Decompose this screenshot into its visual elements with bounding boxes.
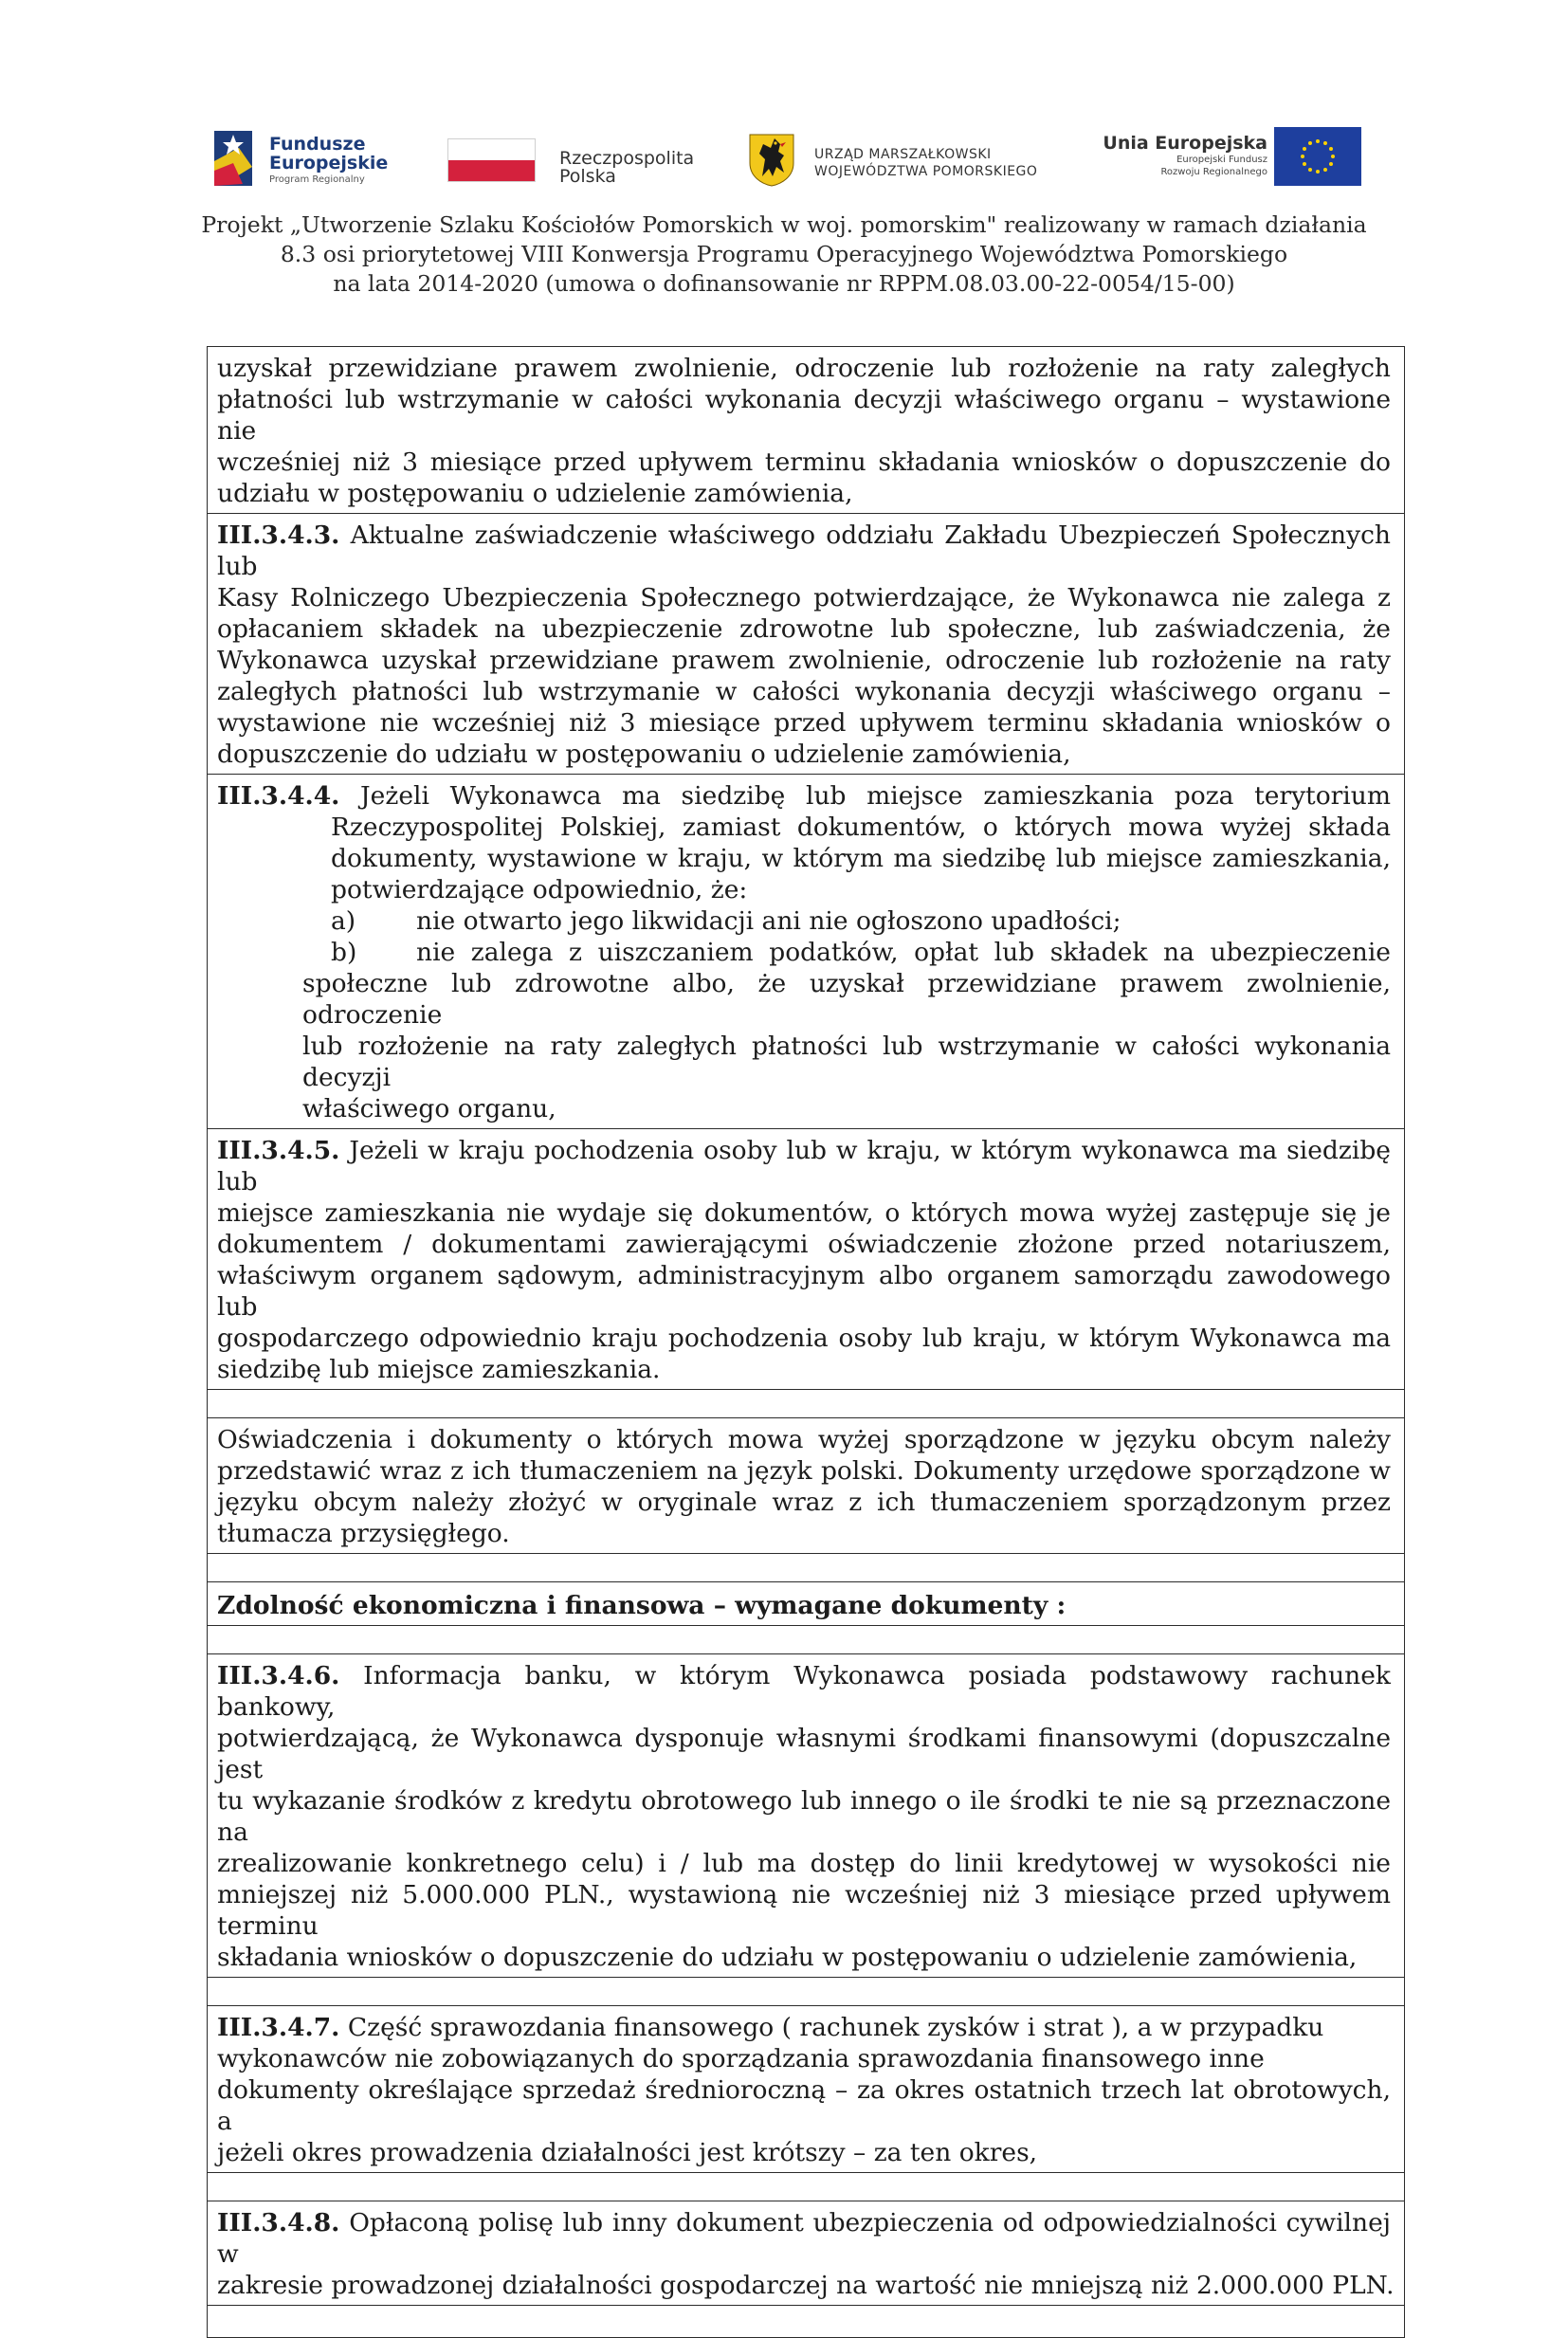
rzeczpospolita-polska-logo bbox=[447, 121, 751, 197]
fe-line1: Fundusze bbox=[269, 134, 366, 155]
text-line: uzyskał przewidziane prawem zwolnienie, odroczenie lub rozłożenie na raty zaległych bbox=[217, 354, 1391, 383]
text-line: Jeżeli Wykonawca ma siedzibę lub miejsce zamieszkania poza terytorium bbox=[360, 781, 1391, 811]
text-line: mniejszej niż 5.000.000 PLN., wystawioną nie wcześniej niż 3 miesiące przed upływem terminu bbox=[217, 1880, 1391, 1941]
table-row-iii-3-4-3 bbox=[208, 513, 1404, 774]
project-line-1: Projekt „Utworzenie Szlaku Kościołów Pomorskich w woj. pomorskim" realizowany w ramach działania bbox=[201, 211, 1367, 238]
text-line: Jeżeli w kraju pochodzenia osoby lub w kraju, w którym wykonawca ma siedzibę lub bbox=[217, 1136, 1391, 1196]
text-line: społeczne lub zdrowotne albo, że uzyskał przewidziane prawem zwolnienie, odroczenie bbox=[302, 969, 1391, 1030]
unia-europejska-logo bbox=[1092, 121, 1369, 197]
text-line: wcześniej niż 3 miesiące przed upływem terminu składania wniosków o dopuszczenie do bbox=[217, 448, 1391, 477]
ue-line2: Europejski Fundusz bbox=[1176, 155, 1267, 165]
table-row-iii-3-4-6 bbox=[208, 1653, 1404, 1977]
text-line: składania wniosków o dopuszczenie do udziału w postępowaniu o udzielenie zamówienia, bbox=[217, 1943, 1358, 1972]
table-row-empty bbox=[208, 1977, 1404, 2005]
text-line: Część sprawozdania finansowego ( rachunek zysków i strat ), a w przypadku bbox=[347, 2013, 1324, 2042]
text-line: Rzeczypospolitej Polskiej, zamiast dokumentów, o których mowa wyżej składa bbox=[331, 813, 1391, 842]
table-row-iii-3-4-7 bbox=[208, 2005, 1404, 2172]
section-heading-row bbox=[208, 1581, 1404, 1625]
text-line: potwierdzającą, że Wykonawca dysponuje własnymi środkami finansowymi (dopuszczalne jest bbox=[217, 1724, 1391, 1784]
text-line: gospodarczego odpowiednio kraju pochodzenia osoby lub kraju, w którym Wykonawca ma bbox=[217, 1324, 1391, 1353]
list-item-b bbox=[217, 937, 1391, 968]
text-line: dopuszczenie do udziału w postępowaniu o udzielenie zamówienia, bbox=[217, 740, 1071, 769]
text-line: Informacja banku, w którym Wykonawca posiada podstawowy rachunek bankowy, bbox=[217, 1661, 1391, 1722]
polish-flag-icon bbox=[447, 138, 536, 182]
text-line: Aktualne zaświadczenie właściwego oddziału Zakładu Ubezpieczeń Społecznych lub bbox=[217, 521, 1391, 581]
project-line-2: 8.3 osi priorytetowej VIII Konwersja Programu Operacyjnego Województwa Pomorskiego bbox=[280, 241, 1288, 267]
eu-flag-icon bbox=[1274, 127, 1361, 186]
project-description bbox=[190, 210, 1378, 299]
item-number: III.3.4.4. bbox=[217, 781, 340, 811]
requirements-table bbox=[207, 346, 1405, 2338]
text-line: udziału w postępowaniu o udzielenie zamówienia, bbox=[217, 479, 853, 508]
list-item-a bbox=[217, 905, 1391, 937]
item-number: III.3.4.8. bbox=[217, 2208, 340, 2238]
rp-line2: Polska bbox=[559, 166, 616, 187]
text-line: wystawione nie wcześniej niż 3 miesiące przed upływem terminu składania wniosków o bbox=[217, 708, 1391, 738]
um-line1: URZĄD MARSZAŁKOWSKI bbox=[814, 147, 992, 162]
um-line2: WOJEWÓDZTWA POMORSKIEGO bbox=[814, 164, 1038, 179]
text-line: potwierdzające odpowiednio, że: bbox=[331, 875, 748, 904]
table-row-continuation bbox=[208, 347, 1404, 513]
text-line: języku obcym należy złożyć w oryginale wraz z ich tłumaczeniem sporządzonym przez bbox=[217, 1488, 1391, 1517]
ue-line3: Rozwoju Regionalnego bbox=[1160, 167, 1267, 177]
text-line: miejsce zamieszkania nie wydaje się dokumentów, o których mowa wyżej zastępuje się je bbox=[217, 1198, 1391, 1228]
text-line: wykonawców nie zobowiązanych do sporządzania sprawozdania finansowego inne bbox=[217, 2044, 1265, 2073]
text-line: właściwym organem sądowym, administracyjnym albo organem samorządu zawodowego lub bbox=[217, 1261, 1391, 1322]
ue-line1: Unia Europejska bbox=[1103, 133, 1267, 154]
table-row-empty bbox=[208, 1625, 1404, 1653]
fundusze-europejskie-icon bbox=[210, 129, 258, 190]
text-line: tłumacza przysięgłego. bbox=[217, 1519, 510, 1548]
text-line: jeżeli okres prowadzenia działalności jest krótszy – za ten okres, bbox=[217, 2138, 1038, 2167]
text-line: opłacaniem składek na ubezpieczenie zdrowotne lub społeczne, lub zaświadczenia, że bbox=[217, 614, 1391, 644]
text-line: dokumenty, wystawione w kraju, w którym ma siedzibę lub miejsce zamieszkania, bbox=[331, 844, 1391, 873]
table-row-iii-3-4-5 bbox=[208, 1128, 1404, 1389]
text-line: Oświadczenia i dokumenty o których mowa wyżej sporządzone w języku obcym należy bbox=[217, 1425, 1391, 1454]
text-line: zakresie prowadzonej działalności gospodarczej na wartość nie mniejszą niż 2.000.000 PLN. bbox=[217, 2271, 1395, 2300]
text-line: właściwego organu, bbox=[302, 1094, 556, 1123]
item-number: III.3.4.3. bbox=[217, 521, 340, 550]
fe-line2: Europejskie bbox=[269, 153, 389, 174]
text-line: przedstawić wraz z ich tłumaczeniem na język polski. Dokumenty urzędowe sporządzone w bbox=[217, 1456, 1391, 1486]
table-row-translations bbox=[208, 1417, 1404, 1553]
list-text: nie zalega z uiszczaniem podatków, opłat lub składek na ubezpieczenie bbox=[416, 938, 1391, 967]
pomorskie-griffin-crest-icon bbox=[746, 131, 797, 188]
item-number: III.3.4.5. bbox=[217, 1136, 340, 1165]
project-line-3: na lata 2014-2020 (umowa o dofinansowanie nr RPPM.08.03.00-22-0054/15-00) bbox=[333, 270, 1235, 297]
table-row-empty bbox=[208, 2172, 1404, 2201]
fe-line3: Program Regionalny bbox=[269, 174, 365, 185]
table-row-empty bbox=[208, 1553, 1404, 1581]
section-heading: Zdolność ekonomiczna i finansowa – wymagane dokumenty : bbox=[217, 1591, 1067, 1620]
table-row-iii-3-4-8 bbox=[208, 2201, 1404, 2305]
item-number: III.3.4.7. bbox=[217, 2013, 340, 2042]
text-line: Wykonawca uzyskał przewidziane prawem zwolnienie, odroczenie lub rozłożenie na raty bbox=[217, 646, 1391, 675]
urzad-marszalkowski-logo bbox=[746, 121, 1078, 197]
item-number: III.3.4.6. bbox=[217, 1661, 340, 1690]
table-row-empty bbox=[208, 2305, 1404, 2337]
table-row-empty bbox=[208, 1389, 1404, 1417]
table-row-iii-3-4-4 bbox=[208, 774, 1404, 1128]
text-line: płatności lub wstrzymanie w całości wykonania decyzji właściwego organu – wystawione nie bbox=[217, 385, 1391, 446]
text-line: Kasy Rolniczego Ubezpieczenia Społecznego potwierdzające, że Wykonawca nie zalega z bbox=[217, 583, 1391, 612]
list-label: a) bbox=[331, 906, 356, 936]
text-line: zaległych płatności lub wstrzymanie w całości wykonania decyzji właściwego organu – bbox=[217, 677, 1391, 706]
list-text: nie otwarto jego likwidacji ani nie ogłoszono upadłości; bbox=[416, 906, 1121, 936]
rp-line1: Rzeczpospolita bbox=[559, 148, 695, 169]
text-line: siedzibę lub miejsce zamieszkania. bbox=[217, 1355, 661, 1384]
fundusze-europejskie-logo bbox=[210, 121, 428, 197]
text-line: lub rozłożenie na raty zaległych płatności lub wstrzymanie w całości wykonania decyzji bbox=[302, 1032, 1391, 1092]
text-line: Opłaconą polisę lub inny dokument ubezpieczenia od odpowiedzialności cywilnej w bbox=[217, 2208, 1391, 2269]
text-line: tu wykazanie środków z kredytu obrotowego lub innego o ile środki te nie są przeznaczone na bbox=[217, 1786, 1391, 1847]
list-label: b) bbox=[331, 938, 357, 967]
text-line: dokumenty określające sprzedaż średnioroczną – za okres ostatnich trzech lat obrotowych, a bbox=[217, 2075, 1391, 2136]
logo-bar bbox=[210, 121, 1369, 197]
text-line: dokumentem / dokumentami zawierającymi oświadczenie złożone przed notariuszem, bbox=[217, 1230, 1391, 1259]
text-line: zrealizowanie konkretnego celu) i / lub ma dostęp do linii kredytowej w wysokości nie bbox=[217, 1849, 1391, 1878]
